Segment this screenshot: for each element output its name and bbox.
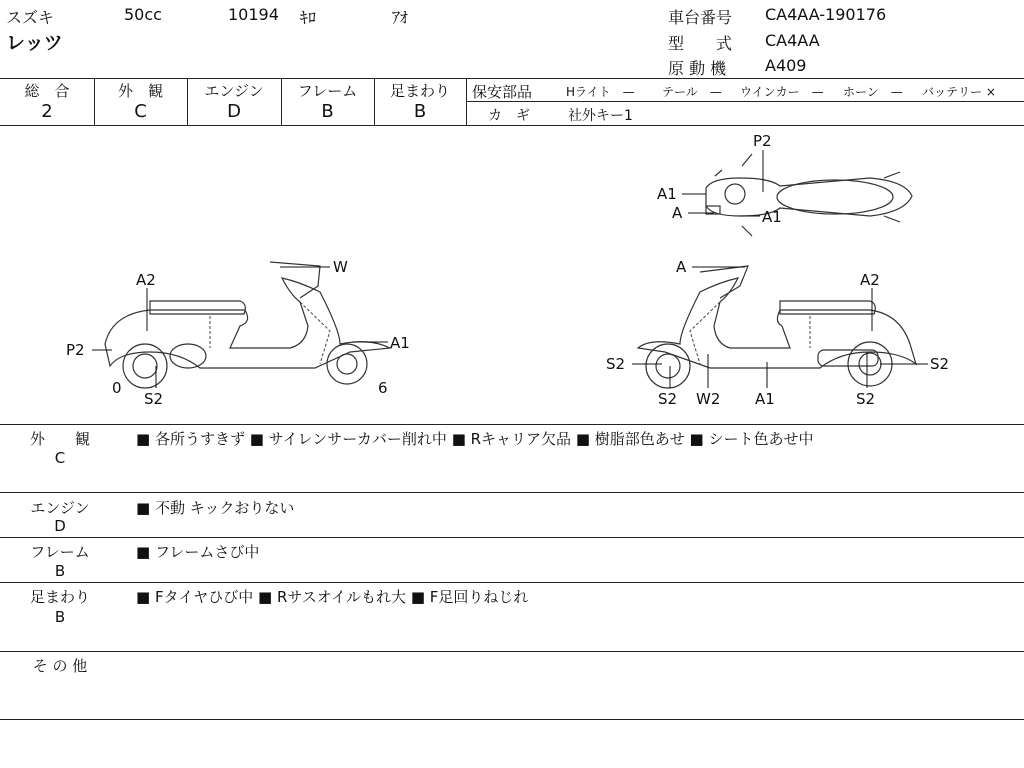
model-type-value: CA4AA: [765, 31, 820, 50]
label-left-p2: P2: [66, 341, 85, 359]
safety-item-headlight: Hライト —: [566, 85, 635, 99]
label-right-s2-bottom-left: S2: [658, 390, 678, 408]
section-exterior-grade: C: [54, 449, 66, 467]
displacement: 50cc: [124, 5, 162, 24]
model-type-label: 型 式: [668, 34, 733, 53]
section-exterior-label: 外 観: [29, 430, 90, 448]
label-top-a1-left: A1: [657, 185, 677, 203]
safety-parts-label: 保安部品: [472, 83, 533, 101]
label-left-w: W: [333, 258, 348, 276]
section-frame-notes: ■ フレームさび中: [136, 543, 260, 561]
section-frame-label: フレーム: [30, 543, 90, 561]
section-engine-grade: D: [54, 517, 66, 535]
model-name: レッツ: [6, 32, 63, 54]
grade-engine-value: D: [227, 101, 241, 122]
grade-frame-label: フレーム: [297, 82, 358, 100]
key-value: 社外キー1: [568, 108, 633, 124]
section-suspension-grade: B: [54, 608, 66, 626]
grade-overall-value: 2: [41, 101, 53, 122]
label-right-s2-bottom-right: S2: [856, 390, 876, 408]
scooter-diagram: [0, 126, 1024, 424]
frame-number-label: 車台番号: [668, 8, 733, 27]
label-left-zero: 0: [112, 379, 122, 397]
label-right-s2-left: S2: [606, 355, 626, 373]
label-top-p2: P2: [753, 132, 772, 150]
section-suspension-label: 足まわり: [29, 588, 90, 606]
scooter-top-view: [706, 154, 912, 236]
engine-code-value: A409: [765, 56, 807, 75]
section-engine-label: エンジン: [30, 499, 90, 517]
grade-engine-label: エンジン: [204, 82, 264, 100]
frame-number-value: CA4AA-190176: [765, 5, 887, 24]
grade-frame-value: B: [321, 101, 334, 122]
section-engine-notes: ■ 不動 キックおりない: [136, 499, 295, 517]
label-left-six: 6: [378, 379, 388, 397]
section-other-label: そ の 他: [32, 657, 88, 675]
key-label: カ ギ: [488, 108, 530, 124]
grade-overall-label: 総 合: [24, 82, 70, 100]
label-right-a2: A2: [860, 271, 880, 289]
label-top-a: A: [672, 204, 683, 222]
maker: スズキ: [6, 8, 55, 27]
mileage: 10194: [228, 5, 279, 24]
color: ｱｵ: [392, 8, 409, 27]
label-right-w2: W2: [696, 390, 721, 408]
label-top-a1-right: A1: [762, 208, 782, 226]
label-left-s2: S2: [144, 390, 164, 408]
label-right-a: A: [676, 258, 687, 276]
safety-item-winker: ウインカー —: [740, 85, 824, 99]
label-left-a1: A1: [390, 334, 410, 352]
safety-item-horn: ホーン —: [843, 85, 903, 99]
label-left-a2: A2: [136, 271, 156, 289]
grade-exterior-label: 外 観: [117, 82, 163, 100]
section-frame-grade: B: [54, 562, 66, 580]
section-exterior-notes: ■ 各所うすきず ■ サイレンサーカバー削れ中 ■ Rキャリア欠品 ■ 樹脂部色あせ ■ シート色あせ中: [136, 430, 814, 448]
label-right-a1: A1: [755, 390, 775, 408]
grade-suspension-label: 足まわり: [389, 82, 450, 100]
grade-exterior-value: C: [134, 101, 147, 122]
mileage-unit: ｷﾛ: [300, 8, 317, 27]
label-right-s2-right: S2: [930, 355, 950, 373]
safety-item-battery: バッテリー ×: [922, 85, 996, 99]
section-suspension-notes: ■ Fタイヤひび中 ■ Rサスオイルもれ大 ■ F足回りねじれ: [136, 588, 529, 606]
safety-item-tail: テール —: [662, 85, 722, 99]
engine-code-label: 原 動 機: [668, 59, 727, 78]
grade-suspension-value: B: [413, 101, 427, 122]
